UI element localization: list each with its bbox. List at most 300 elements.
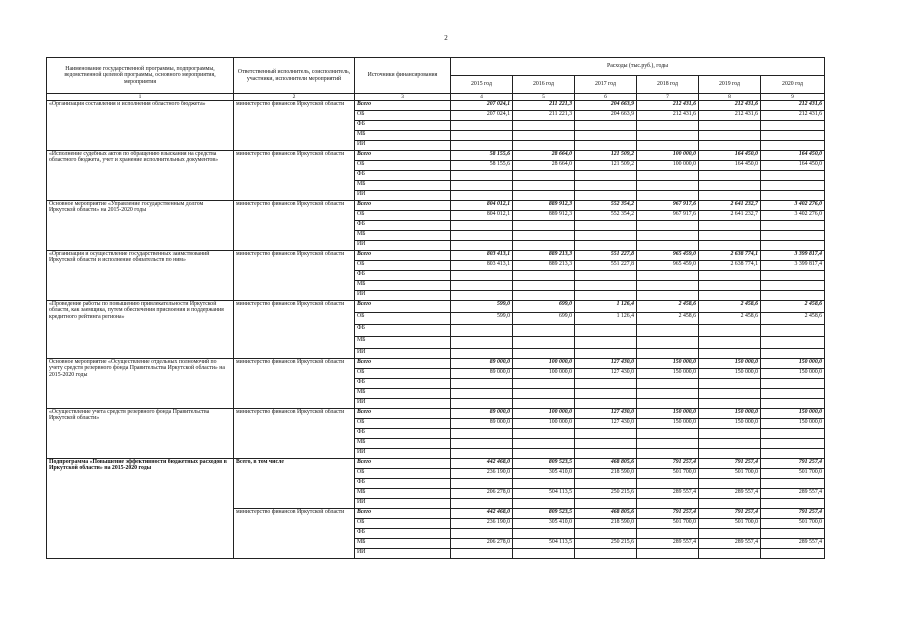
amount-cell: 804 012,1 — [451, 211, 513, 221]
amount-cell — [699, 399, 761, 409]
amount-cell: 58 155,6 — [451, 161, 513, 171]
amount-cell — [699, 131, 761, 141]
amount-cell — [699, 121, 761, 131]
executor-cell: министерство финансов Иркутской области — [234, 201, 355, 251]
amount-cell — [637, 131, 699, 141]
funding-source-cell: МБ — [355, 181, 451, 191]
column-number: 7 — [637, 94, 699, 101]
amount-cell — [451, 499, 513, 509]
amount-cell — [637, 141, 699, 151]
amount-cell — [513, 379, 575, 389]
amount-cell — [637, 231, 699, 241]
amount-cell — [761, 171, 825, 181]
amount-cell — [637, 479, 699, 489]
header-year: 2015 год — [451, 76, 513, 94]
funding-source-cell: ИИ — [355, 349, 451, 359]
funding-source-cell: Всего — [355, 201, 451, 211]
amount-cell — [637, 399, 699, 409]
amount-cell — [513, 439, 575, 449]
amount-cell — [637, 337, 699, 349]
amount-cell — [699, 449, 761, 459]
amount-cell — [513, 337, 575, 349]
amount-cell — [699, 429, 761, 439]
amount-cell — [761, 221, 825, 231]
executor-cell: министерство финансов Иркутской области — [234, 101, 355, 151]
amount-cell — [761, 429, 825, 439]
amount-cell: 2 641 232,7 — [699, 201, 761, 211]
amount-cell — [761, 131, 825, 141]
funding-source-cell: МБ — [355, 389, 451, 399]
header-year: 2018 год — [637, 76, 699, 94]
funding-source-cell: ИИ — [355, 499, 451, 509]
amount-cell: 150 000,0 — [637, 369, 699, 379]
amount-cell: 150 000,0 — [761, 419, 825, 429]
header-name: Наименование государственной программы, подпрограммы, ведомственной целевой программы, основного мероприятия, мероприятия — [47, 58, 234, 94]
amount-cell — [451, 389, 513, 399]
amount-cell — [575, 399, 637, 409]
amount-cell — [451, 529, 513, 539]
amount-cell: 204 663,9 — [575, 111, 637, 121]
amount-cell: 28 664,0 — [513, 161, 575, 171]
amount-cell — [451, 181, 513, 191]
amount-cell — [699, 529, 761, 539]
amount-cell: 468 805,6 — [575, 509, 637, 519]
table-row — [47, 301, 825, 313]
header-expenses: Расходы (тыс.руб.), годы — [451, 58, 825, 76]
column-number: 4 — [451, 94, 513, 101]
amount-cell — [761, 449, 825, 459]
executor-cell: министерство финансов Иркутской области — [234, 359, 355, 409]
amount-cell — [761, 499, 825, 509]
amount-cell — [575, 449, 637, 459]
amount-cell: 89 000,0 — [451, 419, 513, 429]
amount-cell — [451, 231, 513, 241]
funding-source-cell: ФБ — [355, 221, 451, 231]
amount-cell — [513, 449, 575, 459]
amount-cell — [575, 241, 637, 251]
amount-cell — [451, 325, 513, 337]
amount-cell — [761, 291, 825, 301]
amount-cell: 791 257,4 — [761, 459, 825, 469]
amount-cell — [699, 281, 761, 291]
amount-cell: 150 000,0 — [699, 419, 761, 429]
funding-source-cell: ИИ — [355, 449, 451, 459]
column-number: 6 — [575, 94, 637, 101]
amount-cell: 2 458,6 — [637, 313, 699, 325]
amount-cell: 2 641 232,7 — [699, 211, 761, 221]
amount-cell: 212 431,6 — [637, 111, 699, 121]
amount-cell — [451, 449, 513, 459]
amount-cell: 889 912,3 — [513, 201, 575, 211]
table-row — [47, 151, 825, 161]
amount-cell: 3 399 817,4 — [761, 251, 825, 261]
amount-cell: 212 431,6 — [761, 111, 825, 121]
amount-cell — [451, 349, 513, 359]
amount-cell — [699, 499, 761, 509]
amount-cell — [637, 241, 699, 251]
header-executor: Ответственный исполнитель, соисполнитель, участники, исполнители мероприятий — [234, 58, 355, 94]
amount-cell: 2 638 774,1 — [699, 261, 761, 271]
funding-source-cell: ОБ — [355, 469, 451, 479]
amount-cell — [761, 271, 825, 281]
amount-cell — [575, 349, 637, 359]
amount-cell — [575, 231, 637, 241]
amount-cell: 150 000,0 — [637, 409, 699, 419]
amount-cell — [699, 389, 761, 399]
amount-cell: 501 700,0 — [699, 519, 761, 529]
executor-cell: министерство финансов Иркутской области — [234, 509, 355, 559]
amount-cell — [699, 141, 761, 151]
amount-cell — [637, 221, 699, 231]
amount-cell: 150 000,0 — [761, 359, 825, 369]
amount-cell — [637, 271, 699, 281]
activity-name-cell: Основное мероприятие «Осуществление отдельных полномочий по учету средств резервного фонда Правительства Иркутской области» на 2015-2020 годы — [47, 359, 234, 409]
amount-cell — [513, 171, 575, 181]
amount-cell — [761, 241, 825, 251]
amount-cell: 150 000,0 — [761, 409, 825, 419]
amount-cell: 967 917,6 — [637, 201, 699, 211]
funding-source-cell: МБ — [355, 281, 451, 291]
header-year: 2020 год — [761, 76, 825, 94]
table-row — [47, 201, 825, 211]
amount-cell — [761, 281, 825, 291]
amount-cell: 150 000,0 — [699, 369, 761, 379]
amount-cell: 127 430,0 — [575, 409, 637, 419]
amount-cell — [451, 337, 513, 349]
amount-cell — [451, 121, 513, 131]
column-number: 5 — [513, 94, 575, 101]
amount-cell: 150 000,0 — [637, 359, 699, 369]
executor-cell: министерство финансов Иркутской области — [234, 251, 355, 301]
column-number: 9 — [761, 94, 825, 101]
amount-cell: 504 113,5 — [513, 539, 575, 549]
funding-source-cell: ИИ — [355, 291, 451, 301]
amount-cell — [699, 379, 761, 389]
amount-cell — [699, 191, 761, 201]
amount-cell — [637, 171, 699, 181]
funding-source-cell: МБ — [355, 439, 451, 449]
funding-source-cell: Всего — [355, 359, 451, 369]
amount-cell — [637, 529, 699, 539]
amount-cell: 804 012,1 — [451, 201, 513, 211]
amount-cell: 1 126,4 — [575, 301, 637, 313]
funding-source-cell: ИИ — [355, 241, 451, 251]
activity-name-cell: «Исполнение судебных актов по обращению взыскания на средства областного бюджета, учет и хранение исполнительных документов» — [47, 151, 234, 201]
funding-source-cell: Всего — [355, 301, 451, 313]
amount-cell — [513, 121, 575, 131]
amount-cell — [575, 281, 637, 291]
amount-cell: 164 450,0 — [761, 161, 825, 171]
amount-cell: 89 000,0 — [451, 369, 513, 379]
amount-cell — [513, 479, 575, 489]
executor-cell: Всего, в том числе — [234, 459, 355, 509]
column-number: 8 — [699, 94, 761, 101]
amount-cell — [637, 389, 699, 399]
amount-cell: 699,0 — [513, 313, 575, 325]
funding-source-cell: Всего — [355, 101, 451, 111]
amount-cell: 250 215,6 — [575, 539, 637, 549]
table-row — [47, 251, 825, 261]
amount-cell — [451, 171, 513, 181]
funding-source-cell: ОБ — [355, 211, 451, 221]
amount-cell: 211 221,3 — [513, 111, 575, 121]
amount-cell — [513, 399, 575, 409]
amount-cell — [637, 549, 699, 559]
amount-cell — [761, 389, 825, 399]
amount-cell: 791 257,4 — [761, 509, 825, 519]
amount-cell: 150 000,0 — [761, 369, 825, 379]
subprogram-name-cell: Подпрограмма «Повышение эффективности бюджетных расходов в Иркутской области» на 2015-2020 годы — [47, 459, 234, 559]
funding-source-cell: ФБ — [355, 429, 451, 439]
amount-cell — [513, 241, 575, 251]
amount-cell — [637, 499, 699, 509]
amount-cell — [761, 121, 825, 131]
amount-cell: 791 257,4 — [699, 459, 761, 469]
amount-cell — [575, 291, 637, 301]
amount-cell: 89 000,0 — [451, 359, 513, 369]
budget-table — [46, 57, 825, 559]
funding-source-cell: ФБ — [355, 325, 451, 337]
amount-cell: 551 227,8 — [575, 261, 637, 271]
amount-cell: 164 450,0 — [699, 151, 761, 161]
amount-cell — [699, 325, 761, 337]
amount-cell — [575, 389, 637, 399]
amount-cell: 2 458,6 — [699, 301, 761, 313]
amount-cell — [699, 221, 761, 231]
amount-cell — [761, 337, 825, 349]
amount-cell: 89 000,0 — [451, 409, 513, 419]
amount-cell: 204 663,9 — [575, 101, 637, 111]
amount-cell — [761, 325, 825, 337]
funding-source-cell: МБ — [355, 337, 451, 349]
amount-cell: 965 459,0 — [637, 251, 699, 261]
amount-cell — [761, 379, 825, 389]
amount-cell — [451, 191, 513, 201]
amount-cell — [575, 549, 637, 559]
amount-cell: 100 000,0 — [637, 151, 699, 161]
amount-cell — [637, 349, 699, 359]
amount-cell: 1 126,4 — [575, 313, 637, 325]
amount-cell: 212 431,6 — [637, 101, 699, 111]
amount-cell: 791 257,4 — [699, 509, 761, 519]
header-year: 2019 год — [699, 76, 761, 94]
funding-source-cell: МБ — [355, 131, 451, 141]
amount-cell — [513, 325, 575, 337]
amount-cell — [513, 429, 575, 439]
amount-cell: 164 450,0 — [761, 151, 825, 161]
amount-cell — [761, 529, 825, 539]
executor-cell: министерство финансов Иркутской области — [234, 409, 355, 459]
amount-cell: 501 700,0 — [637, 469, 699, 479]
funding-source-cell: ИИ — [355, 549, 451, 559]
funding-source-cell: ИИ — [355, 141, 451, 151]
amount-cell — [513, 271, 575, 281]
amount-cell — [513, 291, 575, 301]
funding-source-cell: ОБ — [355, 419, 451, 429]
amount-cell — [451, 271, 513, 281]
amount-cell: 127 430,0 — [575, 369, 637, 379]
amount-cell: 803 413,1 — [451, 261, 513, 271]
amount-cell — [513, 529, 575, 539]
amount-cell — [637, 281, 699, 291]
funding-source-cell: ФБ — [355, 271, 451, 281]
amount-cell: 100 000,0 — [513, 419, 575, 429]
amount-cell: 889 213,3 — [513, 251, 575, 261]
amount-cell: 305 410,0 — [513, 469, 575, 479]
amount-cell: 791 257,4 — [637, 509, 699, 519]
funding-source-cell: ФБ — [355, 379, 451, 389]
amount-cell — [637, 449, 699, 459]
amount-cell — [513, 181, 575, 191]
amount-cell — [513, 221, 575, 231]
amount-cell — [637, 429, 699, 439]
amount-cell — [513, 281, 575, 291]
funding-source-cell: ОБ — [355, 519, 451, 529]
funding-source-cell: МБ — [355, 231, 451, 241]
amount-cell: 552 354,2 — [575, 201, 637, 211]
amount-cell — [513, 231, 575, 241]
amount-cell: 218 590,0 — [575, 519, 637, 529]
amount-cell: 289 557,4 — [761, 539, 825, 549]
header-source: Источники финансирования — [355, 58, 451, 94]
amount-cell — [761, 439, 825, 449]
amount-cell — [575, 271, 637, 281]
amount-cell: 504 113,5 — [513, 489, 575, 499]
amount-cell: 127 430,0 — [575, 419, 637, 429]
amount-cell — [761, 349, 825, 359]
amount-cell: 218 590,0 — [575, 469, 637, 479]
amount-cell — [761, 191, 825, 201]
amount-cell: 211 221,3 — [513, 101, 575, 111]
amount-cell — [575, 439, 637, 449]
amount-cell — [575, 429, 637, 439]
funding-source-cell: ОБ — [355, 313, 451, 325]
amount-cell: 150 000,0 — [699, 359, 761, 369]
funding-source-cell: Всего — [355, 459, 451, 469]
amount-cell: 212 431,6 — [699, 101, 761, 111]
funding-source-cell: ФБ — [355, 121, 451, 131]
amount-cell: 599,0 — [451, 313, 513, 325]
table-row — [47, 459, 825, 469]
executor-cell: министерство финансов Иркутской области — [234, 301, 355, 359]
funding-source-cell: ФБ — [355, 479, 451, 489]
amount-cell — [575, 529, 637, 539]
amount-cell — [451, 439, 513, 449]
funding-source-cell: ИИ — [355, 191, 451, 201]
amount-cell: 100 000,0 — [513, 369, 575, 379]
amount-cell — [637, 379, 699, 389]
amount-cell — [761, 231, 825, 241]
amount-cell — [699, 271, 761, 281]
executor-cell: министерство финансов Иркутской области — [234, 151, 355, 201]
amount-cell — [513, 549, 575, 559]
amount-cell — [761, 141, 825, 151]
amount-cell — [451, 291, 513, 301]
amount-cell — [575, 337, 637, 349]
amount-cell — [451, 549, 513, 559]
amount-cell — [761, 399, 825, 409]
funding-source-cell: ИИ — [355, 399, 451, 409]
amount-cell: 164 450,0 — [699, 161, 761, 171]
amount-cell: 150 000,0 — [699, 409, 761, 419]
funding-source-cell: Всего — [355, 409, 451, 419]
amount-cell — [699, 171, 761, 181]
amount-cell — [699, 291, 761, 301]
amount-cell — [451, 479, 513, 489]
amount-cell: 121 509,2 — [575, 151, 637, 161]
amount-cell: 58 155,6 — [451, 151, 513, 161]
amount-cell — [699, 181, 761, 191]
page-number: 2 — [444, 34, 448, 42]
amount-cell: 3 402 276,0 — [761, 201, 825, 211]
amount-cell — [637, 181, 699, 191]
amount-cell: 3 402 276,0 — [761, 211, 825, 221]
amount-cell — [513, 191, 575, 201]
amount-cell: 2 638 774,1 — [699, 251, 761, 261]
amount-cell — [575, 379, 637, 389]
amount-cell: 100 000,0 — [637, 161, 699, 171]
amount-cell — [513, 131, 575, 141]
funding-source-cell: Всего — [355, 151, 451, 161]
activity-name-cell: «Организация составления и исполнения областного бюджета» — [47, 101, 234, 151]
amount-cell: 551 227,8 — [575, 251, 637, 261]
amount-cell — [575, 181, 637, 191]
amount-cell: 207 024,1 — [451, 111, 513, 121]
amount-cell — [575, 191, 637, 201]
amount-cell: 121 509,2 — [575, 161, 637, 171]
amount-cell: 699,0 — [513, 301, 575, 313]
amount-cell: 3 399 817,4 — [761, 261, 825, 271]
amount-cell: 100 000,0 — [513, 409, 575, 419]
amount-cell — [761, 479, 825, 489]
amount-cell — [451, 281, 513, 291]
amount-cell — [513, 349, 575, 359]
amount-cell — [699, 479, 761, 489]
amount-cell: 100 000,0 — [513, 359, 575, 369]
funding-source-cell: ФБ — [355, 171, 451, 181]
activity-name-cell: «Организация и осуществление государственных заимствований Иркутской области и исполнение обязательств по ним» — [47, 251, 234, 301]
amount-cell — [451, 379, 513, 389]
amount-cell — [761, 549, 825, 559]
amount-cell — [699, 241, 761, 251]
amount-cell — [575, 221, 637, 231]
amount-cell: 599,0 — [451, 301, 513, 313]
amount-cell: 442 468,0 — [451, 509, 513, 519]
amount-cell — [513, 499, 575, 509]
amount-cell — [451, 131, 513, 141]
funding-source-cell: МБ — [355, 539, 451, 549]
amount-cell: 212 431,6 — [761, 101, 825, 111]
table-row — [47, 359, 825, 369]
amount-cell — [575, 131, 637, 141]
amount-cell: 501 700,0 — [761, 469, 825, 479]
amount-cell: 442 468,0 — [451, 459, 513, 469]
amount-cell — [451, 429, 513, 439]
amount-cell — [699, 337, 761, 349]
amount-cell: 289 557,4 — [699, 539, 761, 549]
amount-cell: 552 354,2 — [575, 211, 637, 221]
amount-cell: 206 278,0 — [451, 489, 513, 499]
amount-cell — [451, 399, 513, 409]
amount-cell: 501 700,0 — [699, 469, 761, 479]
amount-cell — [699, 349, 761, 359]
amount-cell — [451, 241, 513, 251]
column-number: 1 — [47, 94, 234, 101]
activity-name-cell: Основное мероприятие «Управление государственным долгом Иркутской области» на 2015-2020 годы — [47, 201, 234, 251]
amount-cell — [699, 439, 761, 449]
header-year: 2017 год — [575, 76, 637, 94]
amount-cell: 289 557,4 — [637, 489, 699, 499]
